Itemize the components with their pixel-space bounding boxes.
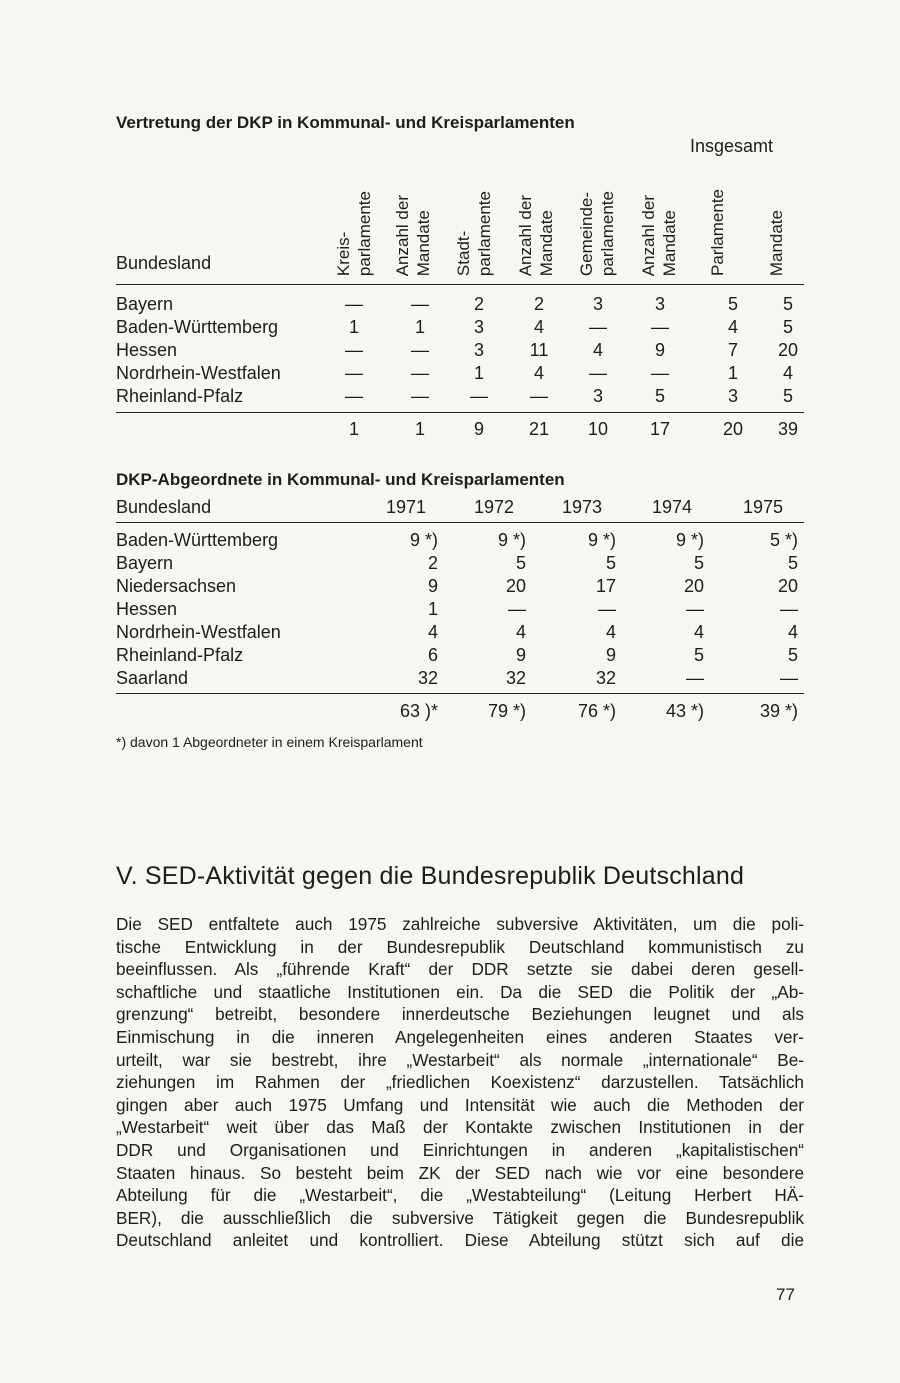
table-cell: 4 — [592, 340, 603, 360]
table-cell: 1 — [348, 317, 359, 337]
table1-header-rule — [116, 284, 804, 285]
paragraph-line: urteilt, war sie bestrebt, ihre „Westarbeit“ als normale „internationale“ Be- — [116, 1049, 804, 1070]
table-cell: 5 *) — [769, 530, 798, 550]
table-cell: 7 — [727, 340, 738, 360]
table2-header-rule — [116, 522, 804, 523]
row-label: Nordrhein-Westfalen — [116, 363, 281, 383]
table1-col-header: Anzahl der Mandate — [393, 194, 433, 276]
table-cell: — — [780, 668, 798, 688]
paragraph-line: schaftliche und staatliche Institutionen ein. Da die SED die Politik der „Ab- — [116, 981, 804, 1002]
table-cell: 5 — [515, 553, 526, 573]
paragraph-line: ziehungen im Rahmen der „friedlichen Koexistenz“ darzustellen. Tatsächlich — [116, 1072, 804, 1093]
table-row — [116, 599, 798, 622]
paragraph-line: Staaten hinaus. So besteht beim ZK der SED nach wie vor eine besondere — [116, 1162, 804, 1183]
table-cell: — — [651, 363, 669, 383]
paragraph-line: beeinflussen. Als „führende Kraft“ der DDR setzte sie dabei deren gesell- — [116, 959, 804, 980]
table-cell: — — [345, 363, 363, 383]
table-row — [116, 530, 798, 553]
table-cell: — — [651, 317, 669, 337]
total-cell: 10 — [587, 419, 609, 439]
total-cell: 20 — [722, 419, 744, 439]
total-cell: 17 — [649, 419, 671, 439]
table-cell: 5 — [787, 553, 798, 573]
paragraph-line: Deutschland anleitet und kontrolliert. Diese Abteilung stützt sich auf die — [116, 1230, 804, 1251]
table-cell: 9 — [515, 645, 526, 665]
table1-col-header: Gemeinde- parlamente — [577, 190, 617, 276]
total-cell: 39 *) — [759, 701, 798, 721]
row-label: Nordrhein-Westfalen — [116, 622, 281, 642]
table-cell: — — [345, 386, 363, 406]
table-cell: 9 *) — [675, 530, 704, 550]
table-row — [116, 317, 793, 340]
table-cell: 1 — [727, 363, 738, 383]
table1-col-header: Mandate — [767, 209, 786, 276]
table-cell: — — [411, 363, 429, 383]
table-cell: 20 — [505, 576, 526, 596]
table1-title: Vertretung der DKP in Kommunal- und Kreisparlamenten — [116, 113, 575, 132]
table1-row-header: Bundesland — [116, 253, 212, 273]
table-cell: 3 — [473, 317, 484, 337]
table-cell: 4 — [427, 622, 438, 642]
table-cell: — — [686, 668, 704, 688]
table-cell: 9 — [427, 576, 438, 596]
table-cell: 4 — [727, 317, 738, 337]
total-cell: 76 *) — [577, 701, 616, 721]
table-cell: — — [345, 340, 363, 360]
table2-row-header: Bundesland — [116, 497, 212, 517]
table-row — [116, 553, 798, 576]
page-number: 77 — [776, 1285, 795, 1304]
row-label: Saarland — [116, 668, 189, 688]
total-cell: 9 — [473, 419, 484, 439]
table1-total-rule — [116, 412, 804, 413]
paragraph-line: DDR und Organisationen und Einrichtungen in anderen „kapitalistischen“ — [116, 1139, 804, 1160]
paragraph-line: Einmischung in die inneren Angelegenheiten eines anderen Staates ver- — [116, 1026, 804, 1047]
table-cell: 20 — [777, 340, 799, 360]
table-cell: 4 — [605, 622, 616, 642]
table-cell: 17 — [595, 576, 616, 596]
row-label: Hessen — [116, 340, 178, 360]
table-cell: — — [780, 599, 798, 619]
table-cell: 5 — [605, 553, 616, 573]
table-row — [116, 363, 793, 386]
table2-year-header: 1971 — [386, 497, 427, 517]
table1-col-header: Anzahl der Mandate — [639, 194, 679, 276]
table-cell: 3 — [592, 294, 603, 314]
table-cell: — — [508, 599, 526, 619]
table-cell: 5 — [782, 294, 793, 314]
paragraph-line: gingen aber auch 1975 Umfang und Intensität wie auch die Methoden der — [116, 1094, 804, 1115]
table-cell: 5 — [782, 317, 793, 337]
table-cell: 9 — [605, 645, 616, 665]
table-cell: 4 — [533, 363, 544, 383]
row-label: Niedersachsen — [116, 576, 237, 596]
paragraph-line: BER), die ausschließlich die subversive Tätigkeit gegen die Bundesrepublik — [116, 1207, 804, 1228]
total-cell: 21 — [528, 419, 550, 439]
table1-col-header: Stadt- parlamente — [454, 190, 494, 276]
row-label: Rheinland-Pfalz — [116, 645, 244, 665]
table-cell: — — [411, 386, 429, 406]
total-cell: 63 )* — [399, 701, 438, 721]
row-label: Bayern — [116, 294, 174, 314]
table-row — [116, 386, 793, 409]
table-row — [116, 668, 798, 691]
table2-year-header: 1975 — [743, 497, 784, 517]
table-cell: 9 *) — [409, 530, 438, 550]
table-cell: 2 — [473, 294, 484, 314]
table-row — [116, 645, 798, 668]
table-cell: 5 — [654, 386, 665, 406]
table-cell: 3 — [654, 294, 665, 314]
table-cell: 5 — [782, 386, 793, 406]
table-row — [116, 622, 798, 645]
table-cell: 1 — [473, 363, 484, 383]
table-cell: 4 — [515, 622, 526, 642]
table-row — [116, 340, 799, 363]
table-cell: 3 — [473, 340, 484, 360]
table-cell: — — [345, 294, 363, 314]
table2-total-rule — [116, 693, 804, 694]
table-row — [116, 294, 793, 317]
table-cell: — — [589, 363, 607, 383]
total-cell: 39 — [777, 419, 799, 439]
table-cell: — — [411, 340, 429, 360]
table-cell: 5 — [693, 645, 704, 665]
table-cell: 1 — [414, 317, 425, 337]
table-cell: — — [411, 294, 429, 314]
table-cell: 3 — [727, 386, 738, 406]
table-cell: 6 — [427, 645, 438, 665]
table-cell: 5 — [693, 553, 704, 573]
table1-col-header: Kreis- parlamente — [334, 190, 374, 276]
paragraph-line: „Westarbeit“ weit über das Maß der Kontakte zwischen Institutionen in der — [116, 1117, 804, 1138]
table-cell: 2 — [533, 294, 544, 314]
table-cell: 4 — [693, 622, 704, 642]
table-cell: 11 — [529, 340, 549, 360]
table-cell: 5 — [787, 645, 798, 665]
table-cell: 20 — [777, 576, 798, 596]
table-row — [116, 576, 798, 599]
paragraph-line: grenzung“ betreibt, besondere innerdeutsche Beziehungen leugnet und als — [116, 1004, 804, 1025]
table-cell: 5 — [727, 294, 738, 314]
table-cell: 9 *) — [587, 530, 616, 550]
table-cell: — — [598, 599, 616, 619]
table-cell: 32 — [417, 668, 438, 688]
table-cell: 9 *) — [497, 530, 526, 550]
table2-year-header: 1973 — [562, 497, 603, 517]
table-cell: 4 — [787, 622, 798, 642]
table-cell: 4 — [533, 317, 544, 337]
table1-group-header: Insgesamt — [690, 136, 774, 156]
row-label: Rheinland-Pfalz — [116, 386, 244, 406]
total-cell: 1 — [348, 419, 359, 439]
table-cell: — — [686, 599, 704, 619]
table-cell: 9 — [654, 340, 665, 360]
table-cell: 32 — [595, 668, 616, 688]
table2-footnote: *) davon 1 Abgeordneter in einem Kreisparlament — [116, 734, 423, 750]
row-label: Baden-Württemberg — [116, 317, 279, 337]
table-cell: — — [589, 317, 607, 337]
table-cell: — — [530, 386, 548, 406]
row-label: Bayern — [116, 553, 174, 573]
row-label: Baden-Württemberg — [116, 530, 279, 550]
table-cell: — — [470, 386, 488, 406]
table-cell: 32 — [505, 668, 526, 688]
paragraph-line: tische Entwicklung in der Bundesrepublik Deutschland kommunistisch zu — [116, 936, 804, 957]
table-cell: 20 — [683, 576, 704, 596]
table2-year-header: 1972 — [474, 497, 515, 517]
row-label: Hessen — [116, 599, 178, 619]
total-cell: 79 *) — [487, 701, 526, 721]
paragraph-line: Abteilung für die „Westarbeit“, die „Westabteilung“ (Leitung Herbert HÄ- — [116, 1185, 804, 1206]
table2-title: DKP-Abgeordnete in Kommunal- und Kreisparlamenten — [116, 470, 565, 489]
paragraph-line: Die SED entfaltete auch 1975 zahlreiche subversive Aktivitäten, um die poli- — [116, 914, 804, 934]
section-heading: V. SED-Aktivität gegen die Bundesrepublik Deutschland — [116, 862, 745, 890]
table-cell: 3 — [592, 386, 603, 406]
table1-col-header: Parlamente — [708, 189, 727, 276]
table2-year-header: 1974 — [652, 497, 693, 517]
table-cell: 1 — [427, 599, 438, 619]
section-body — [116, 913, 804, 1252]
total-cell: 43 *) — [665, 701, 704, 721]
table-cell: 2 — [427, 553, 438, 573]
total-cell: 1 — [414, 419, 425, 439]
table-cell: 4 — [782, 363, 793, 383]
table1-col-header: Anzahl der Mandate — [516, 194, 556, 276]
